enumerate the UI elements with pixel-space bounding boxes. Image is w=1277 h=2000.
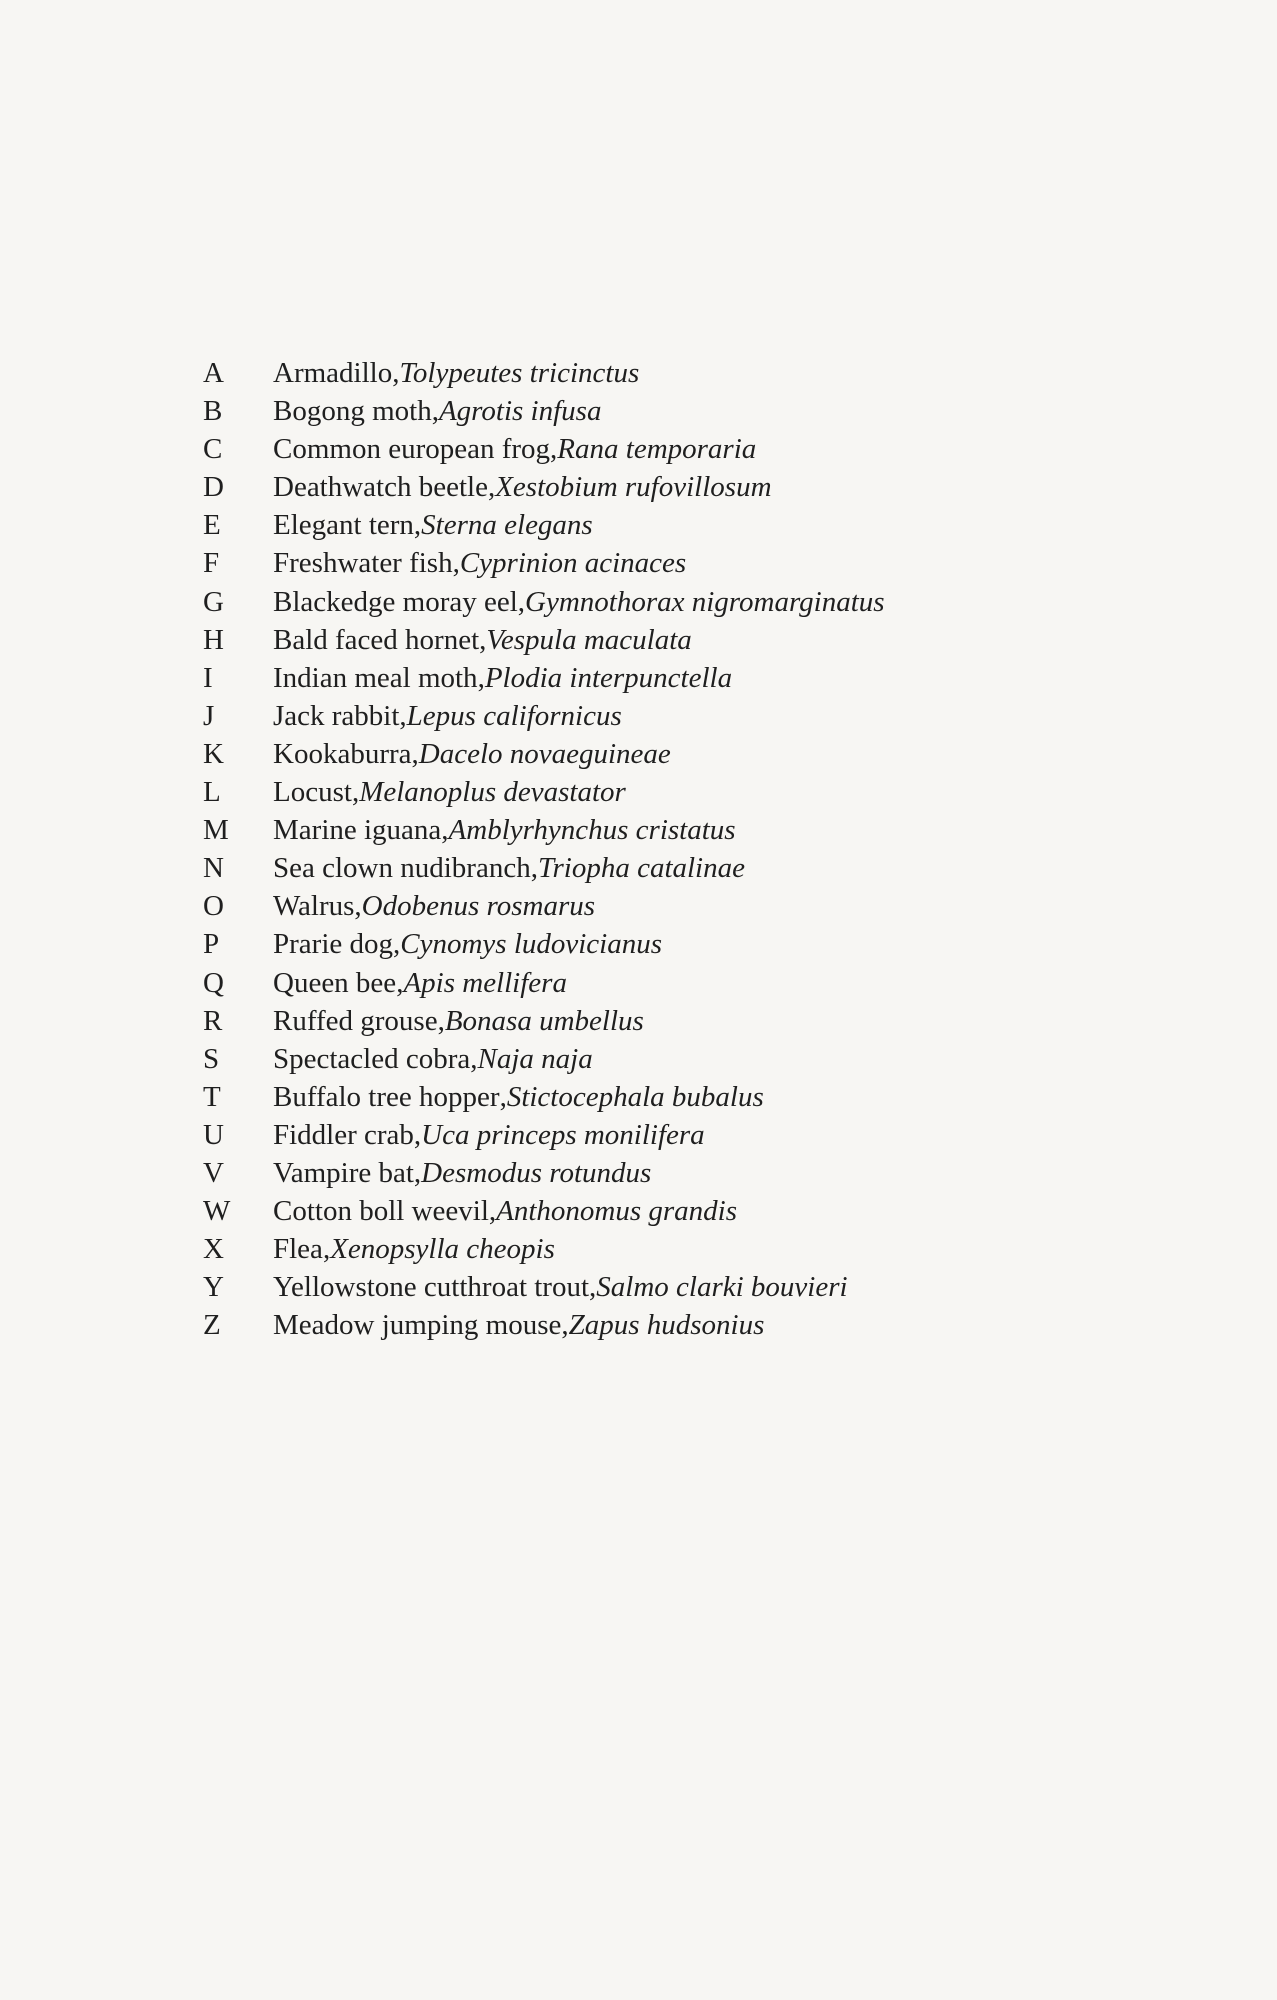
scientific-name: Plodia interpunctella (484, 661, 733, 694)
separator: , (488, 1195, 497, 1228)
scientific-name: Salmo clarki bouvieri (596, 1271, 848, 1304)
scientific-name: Melanoplus devastator (359, 776, 626, 809)
list-item (203, 1116, 1163, 1154)
common-name: Freshwater fish (273, 547, 453, 580)
entry-letter: G (203, 585, 224, 618)
common-name: Sea clown nudibranch (273, 852, 531, 885)
common-name: Blackedge moray eel (273, 585, 518, 618)
list-item (203, 811, 1163, 849)
list-item (203, 354, 1163, 392)
separator: , (413, 1156, 422, 1189)
separator: , (517, 585, 526, 618)
entry-letter: S (203, 1042, 220, 1075)
entry-letter: X (203, 1233, 224, 1266)
scientific-name: Xestobium rufovillosum (495, 471, 772, 504)
scientific-name: Rana temporaria (557, 433, 757, 466)
separator: , (413, 509, 422, 542)
entry-letter: L (203, 776, 221, 809)
list-item (203, 392, 1163, 430)
entry-letter: T (203, 1080, 221, 1113)
separator: , (561, 1309, 569, 1342)
entry-letter: A (203, 357, 224, 389)
separator: , (499, 1080, 507, 1113)
list-item (203, 659, 1163, 697)
list-item (203, 1002, 1163, 1040)
common-name: Walrus (273, 890, 355, 923)
common-name: Fiddler crab (273, 1118, 414, 1151)
entry-letter: U (203, 1118, 224, 1151)
entry-letter: I (203, 661, 213, 694)
entry-letter: Y (203, 1271, 224, 1304)
entry-letter: P (203, 928, 220, 961)
list-item (203, 468, 1163, 506)
common-name: Elegant tern (273, 509, 414, 542)
common-name: Spectacled cobra (273, 1042, 471, 1075)
scientific-name: Naja naja (477, 1042, 593, 1075)
scientific-name: Bonasa umbellus (444, 1004, 644, 1037)
common-name: Flea (273, 1233, 323, 1266)
scientific-name: Uca princeps monilifera (421, 1118, 705, 1151)
scientific-name: Cynomys ludovicianus (400, 928, 663, 961)
scientific-name: Apis mellifera (403, 966, 567, 999)
scientific-name: Amblyrhynchus cristatus (448, 814, 736, 847)
common-name: Indian meal moth (273, 661, 478, 694)
entry-letter: H (203, 623, 224, 656)
list-item (203, 430, 1163, 468)
separator: , (530, 852, 538, 885)
list-item (203, 887, 1163, 925)
entry-letter: J (203, 699, 215, 732)
entry-letter: V (203, 1156, 224, 1189)
scientific-name: Triopha catalinae (537, 852, 745, 885)
common-name: Jack rabbit (273, 699, 400, 732)
scientific-name: Vespula maculata (486, 623, 692, 656)
species-list (203, 354, 1163, 1344)
separator: , (322, 1233, 331, 1266)
common-name: Meadow jumping mouse (273, 1309, 562, 1342)
separator: , (589, 1271, 597, 1304)
common-name: Queen bee (273, 966, 397, 999)
scientific-name: Dacelo novaeguineae (418, 737, 671, 770)
separator: , (470, 1042, 478, 1075)
scientific-name: Tolypeutes tricinctus (399, 357, 640, 389)
list-item (203, 773, 1163, 811)
separator: , (393, 928, 401, 961)
list-item (203, 849, 1163, 887)
entry-letter: W (203, 1195, 231, 1228)
entry-letter: B (203, 395, 223, 428)
common-name: Bogong moth (273, 395, 432, 428)
scientific-name: Anthonomus grandis (496, 1195, 738, 1228)
separator: , (477, 661, 485, 694)
common-name: Locust (273, 776, 352, 809)
scientific-name: Agrotis infusa (438, 395, 602, 428)
entry-letter: D (203, 471, 224, 504)
common-name: Bald faced hornet (273, 623, 480, 656)
separator: , (479, 623, 487, 656)
entry-letter: K (203, 737, 224, 770)
common-name: Vampire bat (273, 1156, 414, 1189)
list-item (203, 735, 1163, 773)
list-item (203, 1040, 1163, 1078)
list-item (203, 621, 1163, 659)
entry-letter: Z (203, 1309, 221, 1342)
separator: , (441, 814, 449, 847)
common-name: Buffalo tree hopper (273, 1080, 500, 1113)
scientific-name: Odobenus rosmarus (361, 890, 596, 923)
common-name: Marine iguana (273, 814, 442, 847)
common-name: Cotton boll weevil (273, 1195, 489, 1228)
separator: , (351, 776, 360, 809)
separator: , (437, 1004, 445, 1037)
separator: , (413, 1118, 422, 1151)
common-name: Common european frog (273, 433, 551, 466)
entry-letter: M (203, 814, 229, 847)
entry-letter: R (203, 1004, 223, 1037)
scientific-name: Sterna elegans (421, 509, 593, 542)
list-item (203, 1230, 1163, 1268)
entry-letter: Q (203, 966, 224, 999)
list-item (203, 544, 1163, 582)
scientific-name: Zapus hudsonius (568, 1309, 765, 1342)
common-name: Kookaburra (273, 737, 412, 770)
entry-letter: E (203, 509, 221, 542)
list-item (203, 506, 1163, 544)
separator: , (392, 357, 400, 389)
separator: , (550, 433, 558, 466)
list-item (203, 925, 1163, 963)
common-name: Yellowstone cutthroat trout (273, 1271, 590, 1304)
separator: , (354, 890, 362, 923)
common-name: Deathwatch beetle (273, 471, 488, 504)
scientific-name: Xenopsylla cheopis (330, 1233, 555, 1266)
list-item (203, 1154, 1163, 1192)
list-item (203, 1268, 1163, 1306)
separator: , (431, 395, 439, 428)
scientific-name: Cyprinion acinaces (459, 547, 687, 580)
common-name: Ruffed grouse (273, 1004, 438, 1037)
scientific-name: Lepus californicus (406, 699, 622, 732)
entry-letter: O (203, 890, 224, 923)
separator: , (487, 471, 496, 504)
separator: , (452, 547, 460, 580)
scientific-name: Gymnothorax nigromarginatus (525, 585, 885, 618)
list-item (203, 1192, 1163, 1230)
scientific-name: Stictocephala bubalus (506, 1080, 764, 1113)
common-name: Prarie dog (273, 928, 393, 961)
separator: , (396, 966, 404, 999)
list-item (203, 583, 1163, 621)
common-name: Armadillo (273, 357, 393, 389)
separator: , (411, 737, 419, 770)
list-item (203, 1306, 1163, 1344)
entry-letter: C (203, 433, 223, 466)
entry-letter: F (203, 547, 220, 580)
list-item (203, 1078, 1163, 1116)
list-item (203, 964, 1163, 1002)
scientific-name: Desmodus rotundus (421, 1156, 652, 1189)
separator: , (399, 699, 407, 732)
entry-letter: N (203, 852, 224, 885)
list-item (203, 697, 1163, 735)
